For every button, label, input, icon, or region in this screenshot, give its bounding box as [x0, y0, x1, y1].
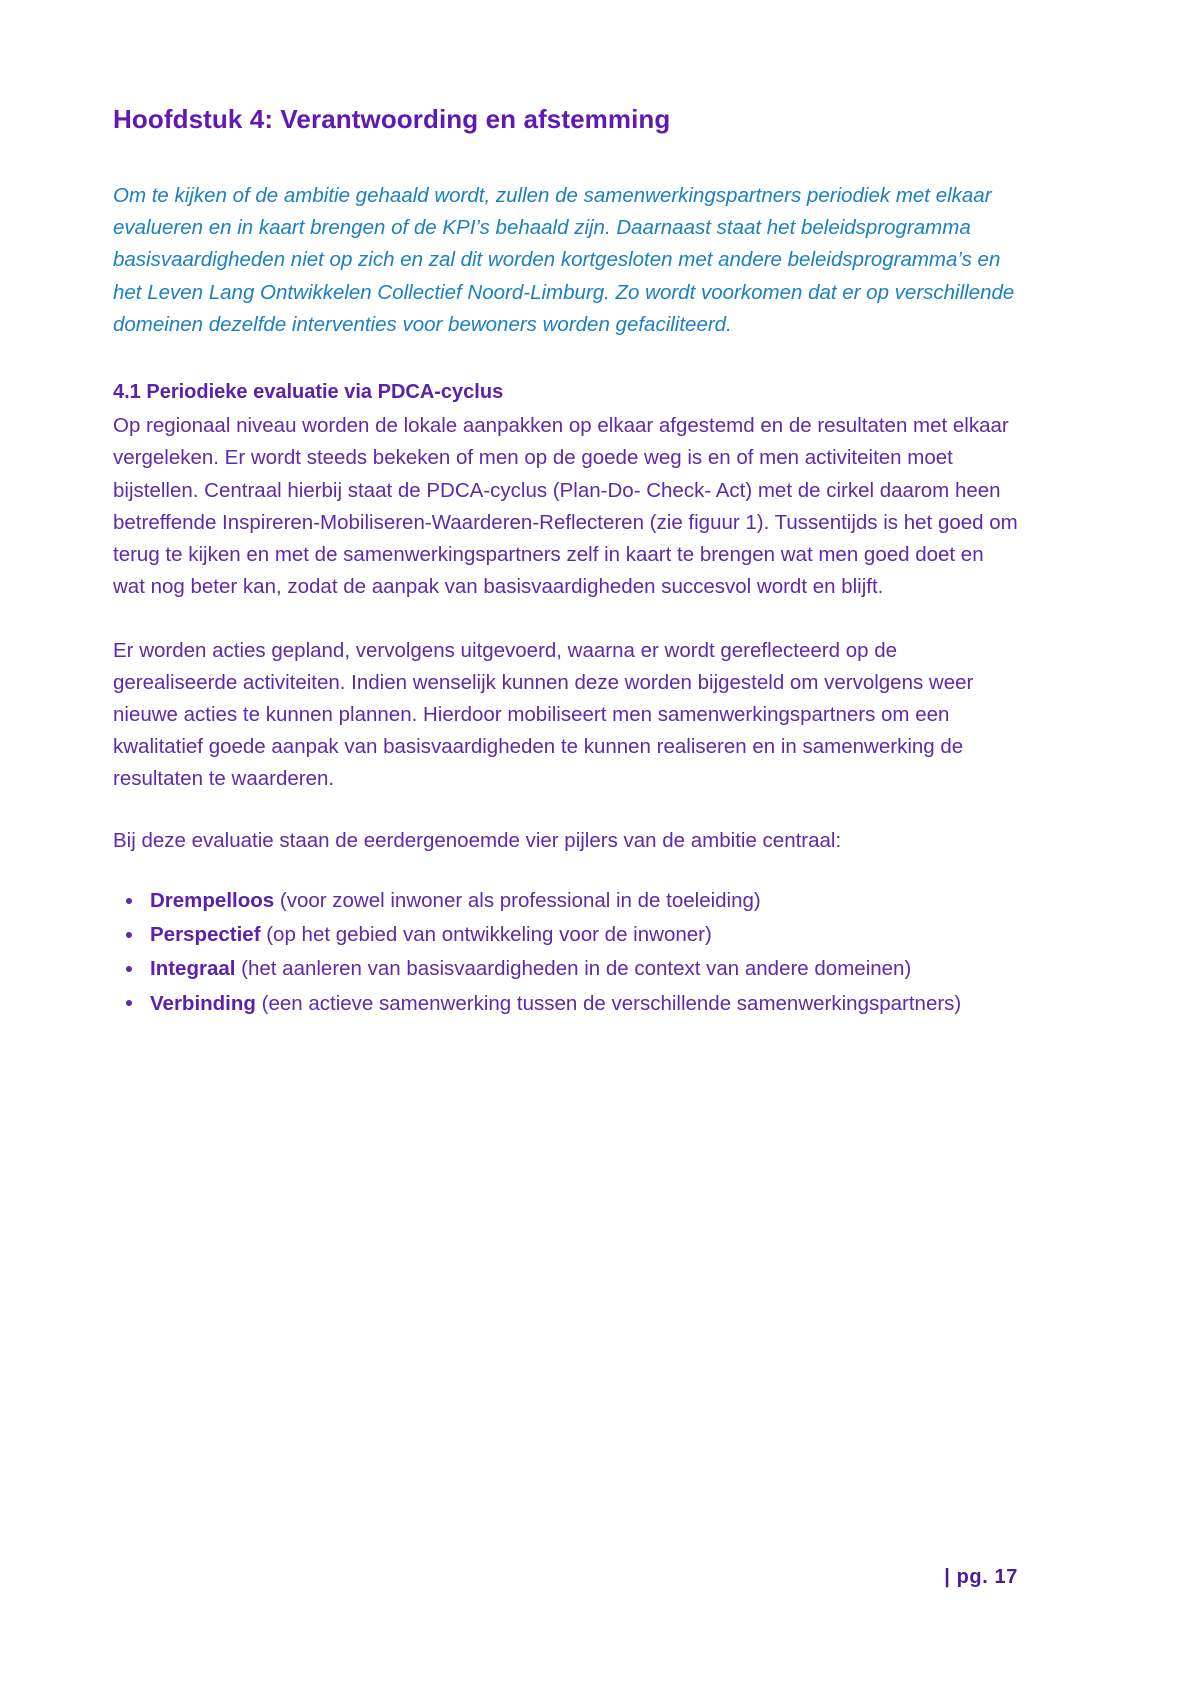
- list-item: [113, 919, 1018, 951]
- bullet-icon: [126, 966, 132, 972]
- pillar-description: (op het gebied van ontwikkeling voor de inwoner): [260, 923, 712, 947]
- list-item: [113, 885, 1018, 917]
- list-item: [113, 988, 1018, 1020]
- pillar-term: Perspectief: [150, 923, 261, 947]
- pillar-term: Drempelloos: [150, 889, 275, 913]
- bullet-icon: [126, 932, 132, 938]
- pillar-description: (het aanleren van basisvaardigheden in de context van andere domeinen): [235, 957, 912, 981]
- pillar-term: Integraal: [150, 957, 236, 981]
- page-title: Hoofdstuk 4: Verantwoording en afstemming: [113, 104, 671, 134]
- bullet-icon: [126, 898, 132, 904]
- pillar-description: (voor zowel inwoner als professional in de toeleiding): [274, 889, 761, 913]
- section-heading-4-1: 4.1 Periodieke evaluatie via PDCA-cyclus: [113, 381, 504, 404]
- list-item: [113, 953, 1018, 985]
- pillars-list: [113, 885, 1018, 1019]
- intro-paragraph: Om te kijken of de ambitie gehaald wordt, zullen de samenwerkingspartners periodiek met elkaar evalueren en in kaart brengen of de KPI’s behaald zijn. Daarnaast staat het beleidsprogramma basisvaardigheden niet op zich en zal dit worden kortgesloten met andere beleidsprogramma’s en het Leven Lang Ontwikkelen Collectief Noord-Limburg. Zo wordt voorkomen dat er op verschillende domeinen dezelfde interventies voor bewoners worden gefaciliteerd.: [113, 183, 1015, 336]
- page-content: [113, 103, 1018, 1022]
- pillar-term: Verbinding: [150, 991, 256, 1015]
- section-paragraph-2: Er worden acties gepland, vervolgens uitgevoerd, waarna er wordt gereflecteerd op de gerealiseerde activiteiten. Indien wenselijk kunnen deze worden bijgesteld om vervolgens weer nieuwe acties te kunnen plannen. Hierdoor mobiliseert men samenwerkingspartners om een kwalitatief goede aanpak van basisvaardigheden te kunnen realiseren en in samenwerking de resultaten te waarderen.: [113, 638, 974, 791]
- pillars-lead-text: Bij deze evaluatie staan de eerdergenoemde vier pijlers van de ambitie centraal:: [113, 829, 842, 853]
- section-paragraph-1: Op regionaal niveau worden de lokale aanpakken op elkaar afgestemd en de resultaten met elkaar vergeleken. Er wordt steeds bekeken of men op de goede weg is en of men activiteiten moet bijstellen. Centraal hierbij staat de PDCA-cyclus (Plan-Do- Check- Act) met de cirkel daarom heen betreffende Inspireren-Mobiliseren-Waarderen-Reflecteren (zie figuur 1). Tussentijds is het goed om terug te kijken en met de samenwerkingspartners zelf in kaart te brengen wat men goed doet en wat nog beter kan, zodat de aanpak van basisvaardigheden succesvol wordt en blijft.: [113, 414, 1018, 598]
- bullet-icon: [126, 1000, 132, 1006]
- page-footer: | pg. 17: [944, 1566, 1018, 1588]
- pillar-description: (een actieve samenwerking tussen de verschillende samenwerkingspartners): [255, 991, 962, 1015]
